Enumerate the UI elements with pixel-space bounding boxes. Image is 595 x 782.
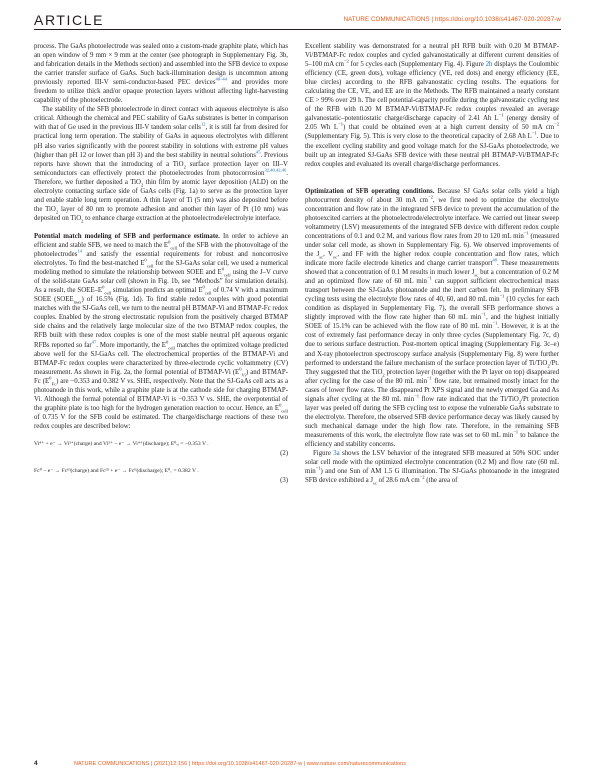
page-number: 4: [34, 760, 38, 767]
reference-link[interactable]: 32,40,42,46: [264, 167, 287, 173]
paragraph: Figure 3a shows the LSV behavior of the integrated SFB measured at 50% SOC under solar cell mode with the optimized electrolyte concentration (0.2 M) and flow rate (60 mL $\min^{-1}$) and one Sun of AM 1.5 G illumination. The SJ-GaAs photoanode in the integrated SFB device exhibited a $J_{sc}$ of 28.6 mA $cm^{-2}$ (the area of: [305, 450, 559, 486]
paragraph: The stability of the SFB photoelectrode in direct contact with aqueous electrolyte is also critical. Although the chemical and PEC stability of GaAs substrates is better in comparison with that of Ge used in the previous III-V tandem solar cells$^{12}$, it is still far from desired for practical long term operation. The stability of GaAs in aqueous electrolytes with different pH also varies significantly with the poorest stability in solutions with extreme pH values (higher than pH 12 or lower than pH 3) and the best stability in neutral solutions$^{45}$. Previous reports have shown that the introducing of a TiO$_2$ surface protection layer on III–V semiconductors can effectively protect the photoelectrodes from photocorrosion$^{32,40,42,46}$. Therefore, we further deposited a TiO$_2$ thin film by atomic layer deposition (ALD) on the electrolyte contacting surface side of GaAs cells (Fig. 1a) to serve as the protection layer and enable stable long term operation. A thin layer of Ti (5 nm) was also deposited before the TiO$_2$ layer of 80 nm to promote adhesion and another thin layer of Pt (10 nm) was deposited on TiO$_2$ to enhance charge extraction at the photoelectrode/electrolyte interface.: [34, 106, 289, 224]
section-heading: Potential match modeling of SFB and performance estimate.: [34, 232, 220, 240]
page-header: [34, 10, 561, 30]
reference-link[interactable]: 12: [200, 122, 206, 128]
paragraph: process. The GaAs photoelectrode was sealed onto a custom-made graphite plate, which has an open window of 9 mm × 9 mm at the center (see photograph in Supplementary Fig. 3b, and fabrication details in the Methods section) and assembled into the SFB device to expose the carrier transfer surface of GaAs. Such back-illumination design is uncommon among previously reported III-V semi-conductor-based PEC devices$^{40-44}$ and provides more freedom to utilize thick and/or opaque protection layers without affecting light-harvesting capability of the photoelectrode.: [34, 43, 288, 105]
left-column: [34, 42, 288, 485]
equation-text: Fc⁰ − e⁻ → Fcᴵᴵᴵ(charge) and Fcᴵᴵᴵ + e⁻ → Fcᴵᴵ(discharge); E⁰꜀ = 0.382 V .: [34, 467, 199, 474]
equation-number: (2): [280, 449, 288, 457]
page-footer: [34, 760, 561, 772]
right-column: [305, 42, 559, 485]
reference-link[interactable]: 45: [255, 149, 261, 155]
equation-3: [34, 467, 288, 485]
paragraph: Potential match modeling of SFB and performance estimate. In order to achieve an efficient and stable SFB, we need to match the $E^0_{cell}$ of the SFB with the photovoltage of the photoelectrodes$^{14}$ and satisfy the essential requirements for robust and noncorrosive electrolytes. To find the best-matched $E^0_{cell}$ for the SJ-GaAs solar cell, we used a numerical modeling method to simulate the relationship between SOEE and $E^0_{cell}$ using the J–V curve of the solid-state GaAs solar cell (shown in Fig. 1b, see “Methods” for simulation details). As a result, the SOEE–$E^0_{cell}$ simulation predicts an optimal $E^0_{cell}$ of 0.74 V with a maximum SOEE $(SOEE_{max})$ of 16.5% (Fig. 1d). To find stable redox couples with good potential matches with the SJ-GaAs cell, we turn to the neutral pH BTMAP-Vi and BTMAP-Fc redox couples. Enabled by the strong electrostatic repulsion from the positively charged BTMAP side chains and the relatively large molecular size of the two BTMAP redox couples, the RFB built with these redox couples is one of the most stable neutral pH aqueous organic RFBs reported so far$^{47}$. More importantly, the $E^0_{cell}$ matches the optimized voltage predicted above well for the SJ-GaAs cell. The electrochemical properties of the BTMAP-Vi and BTMAP-Fc redox couples were characterized by three-electrode cyclic voltammetry (CV) measurement. As shown in Fig. 2a, the formal potential of BTMAP-Vi $(E^0_{Vi})$ and BTMAP-Fc $(E^0_{Fc})$ are −0.353 and 0.382 V vs. SHE, respectively. Note that the SJ-GaAs cell acts as a photoanode in this work, while a graphite plate is at the cathode side for charging BTMAP-Vi. Although the formal potential of BTMAP-Vi is −0.353 V vs. SHE, the overpotential of the graphite plate is too high for the hydrogen generation reaction to occur. Hence, an $E^0_{cell}$ of 0.735 V for the SFB could be estimated. The charge/discharge reactions of these two redox couples are described below:: [34, 232, 289, 430]
reference-link[interactable]: 40–44: [215, 76, 227, 82]
journal-reference[interactable]: NATURE COMMUNICATIONS | https://doi.org/10.1038/s41467-020-20287-w: [343, 16, 561, 23]
equation-2: [34, 440, 288, 458]
equation-number: (3): [280, 476, 288, 484]
reference-link[interactable]: 14: [77, 248, 82, 254]
figure-link[interactable]: 2b: [485, 61, 493, 69]
paragraph: Optimization of SFB operating conditions. Because SJ GaAs solar cells yield a high photocurrent density of about 30 mA $cm^{-2}$, we first need to optimize the electrolyte concentration and flow rate in the integrated SFB device to prevent the accumulation of the photoexcited carriers at the photoelectrode/electrolyte interface. We carried out linear sweep voltammetry (LSV) measurements of the integrated SFB device with different redox couple concentrations of 0.1 and 0.2 M, and various flow rates from 20 to 120 mL $\min^{-1}$ (measured under solar cell mode, as shown in Supplementary Fig. 6). We observed improvements of the $J_{sc}$, $V_{oc}$, and FF with the higher redox couple concentration and flow rates, which indicate more facile electrode kinetics and charge carrier transport$^{48}$. These measurements showed that a concentration of 0.1 M results in much lower $J_{sc}$ but a concentration of 0.2 M and an optimized flow rate of 60 mL $\min^{-1}$ can support sufficient electrochemical mass transport between the SJ-GaAs photoanode and the inert carbon felt. In preliminary SFB cycling tests using the electrolyte flow rates of 40, 60, and 80 mL $\min^{-1} (10$ cycles for each condition as displayed in Supplementary Fig. 7), the overall SFB performance shows a slightly improved with the flow rate higher than 60 mL $\min^{-1}$, and the highest initially SOEE of 15.1% can be achieved with the flow rate of 80 mL $\min^{-1}$. However, it is at the cost of extremely fast performance decay in only three cycles (Supplementary Fig. 7c, d) due to serious surface destruction. Post-mortem optical imaging (Supplementary Fig. 3c–e) and X-ray photoelectron spectroscopy surface analysis (Supplementary Fig. 8) were further performed to understand the failure mechanism of the surface protection layer of Ti/TiO$_2$/Pt. They suggested that the TiO$_2$ protection layer (together with the Pt layer on top) disappeared after cycling for the case of the 80 mL $\min^{-1}$ flow rate, but remained mostly intact for the cases of lower flow rates. The disappeared Pt XPS signal and the newly emerged Ga and As signals after cycling at the 80 mL $\min^{-1}$ flow rate indicated that the Ti/TiO$_2$/Pt protection layer was peeled off during the SFB cycling test to expose the vulnerable GaAs substrate to the electrolyte. Therefore, the observed SFB device performance decay was likely caused by such mechanical damage under the high flow rate. Therefore, in the remaining SFB measurements of this work, the electrolyte flow rate was set to 60 mL $\min^{-1}$ to balance the efficiency and stability concerns.: [305, 187, 560, 448]
figure-link[interactable]: 3a: [333, 450, 340, 458]
paragraph: Excellent stability was demonstrated for a neutral pH RFB built with 0.20 M BTMAP-Vi/BTMAP-Fc redox couples and cycled galvanostatically at different current densities of 5–100 mA $cm^{-2}$ for 5 cycles each (Supplementary Fig. 4). Figure 2b displays the Coulombic efficiency (CE, green dots), voltage efficiency (VE, red dots) and energy efficiency (EE, blue circles) according to the RFB galvanostatic cycling results. The equations for calculating the CE, VE, and EE are in the Methods. The RFB maintained a nearly constant CE > 99% over 29 h. The cell potential-capacity profile during the galvanostatic cycling test of the RFB with 0.20 M BTMAP-Vi/BTMAP-Fc redox couples revealed an average galvanostatic–potentiostatic charge/discharge capacity of 2.41 Ah $L^{-1}$ (energy density of 2.05 Wh $L^{-1}$) that could be obtained even at a high current density of 50 mA $cm^{-2}$ (Supplementary Fig. 5). This is very close to the theoretical capacity of 2.68 Ah $L^{-1}$. Due to the excellent cycling stability and good voltage match for the SJ-GaAs photoelectrode, we built up an integrated SJ-GaAs SFB device with these neutral pH BTMAP-Vi/BTMAP-Fc redox couples and evaluated its overall charge/discharge performances.: [305, 43, 560, 168]
reference-link[interactable]: 47: [91, 339, 97, 345]
reference-link[interactable]: 48: [492, 257, 497, 263]
article-section-label: ARTICLE: [34, 12, 105, 28]
footer-citation[interactable]: NATURE COMMUNICATIONS | (2021)12:156 | https://doi.org/10.1038/s41467-020-20287-w | www.nature.com/naturecommunications: [74, 761, 406, 767]
equation-text: Vi⁴⁺ + e⁻ → Vi³⁺(charge) and Vi³⁺ − e⁻ → Vi⁴⁺(discharge); E⁰ᵥᵢ = −0.353 V .: [34, 440, 209, 447]
section-heading: Optimization of SFB operating conditions.: [305, 187, 435, 195]
header-divider: [34, 29, 561, 30]
